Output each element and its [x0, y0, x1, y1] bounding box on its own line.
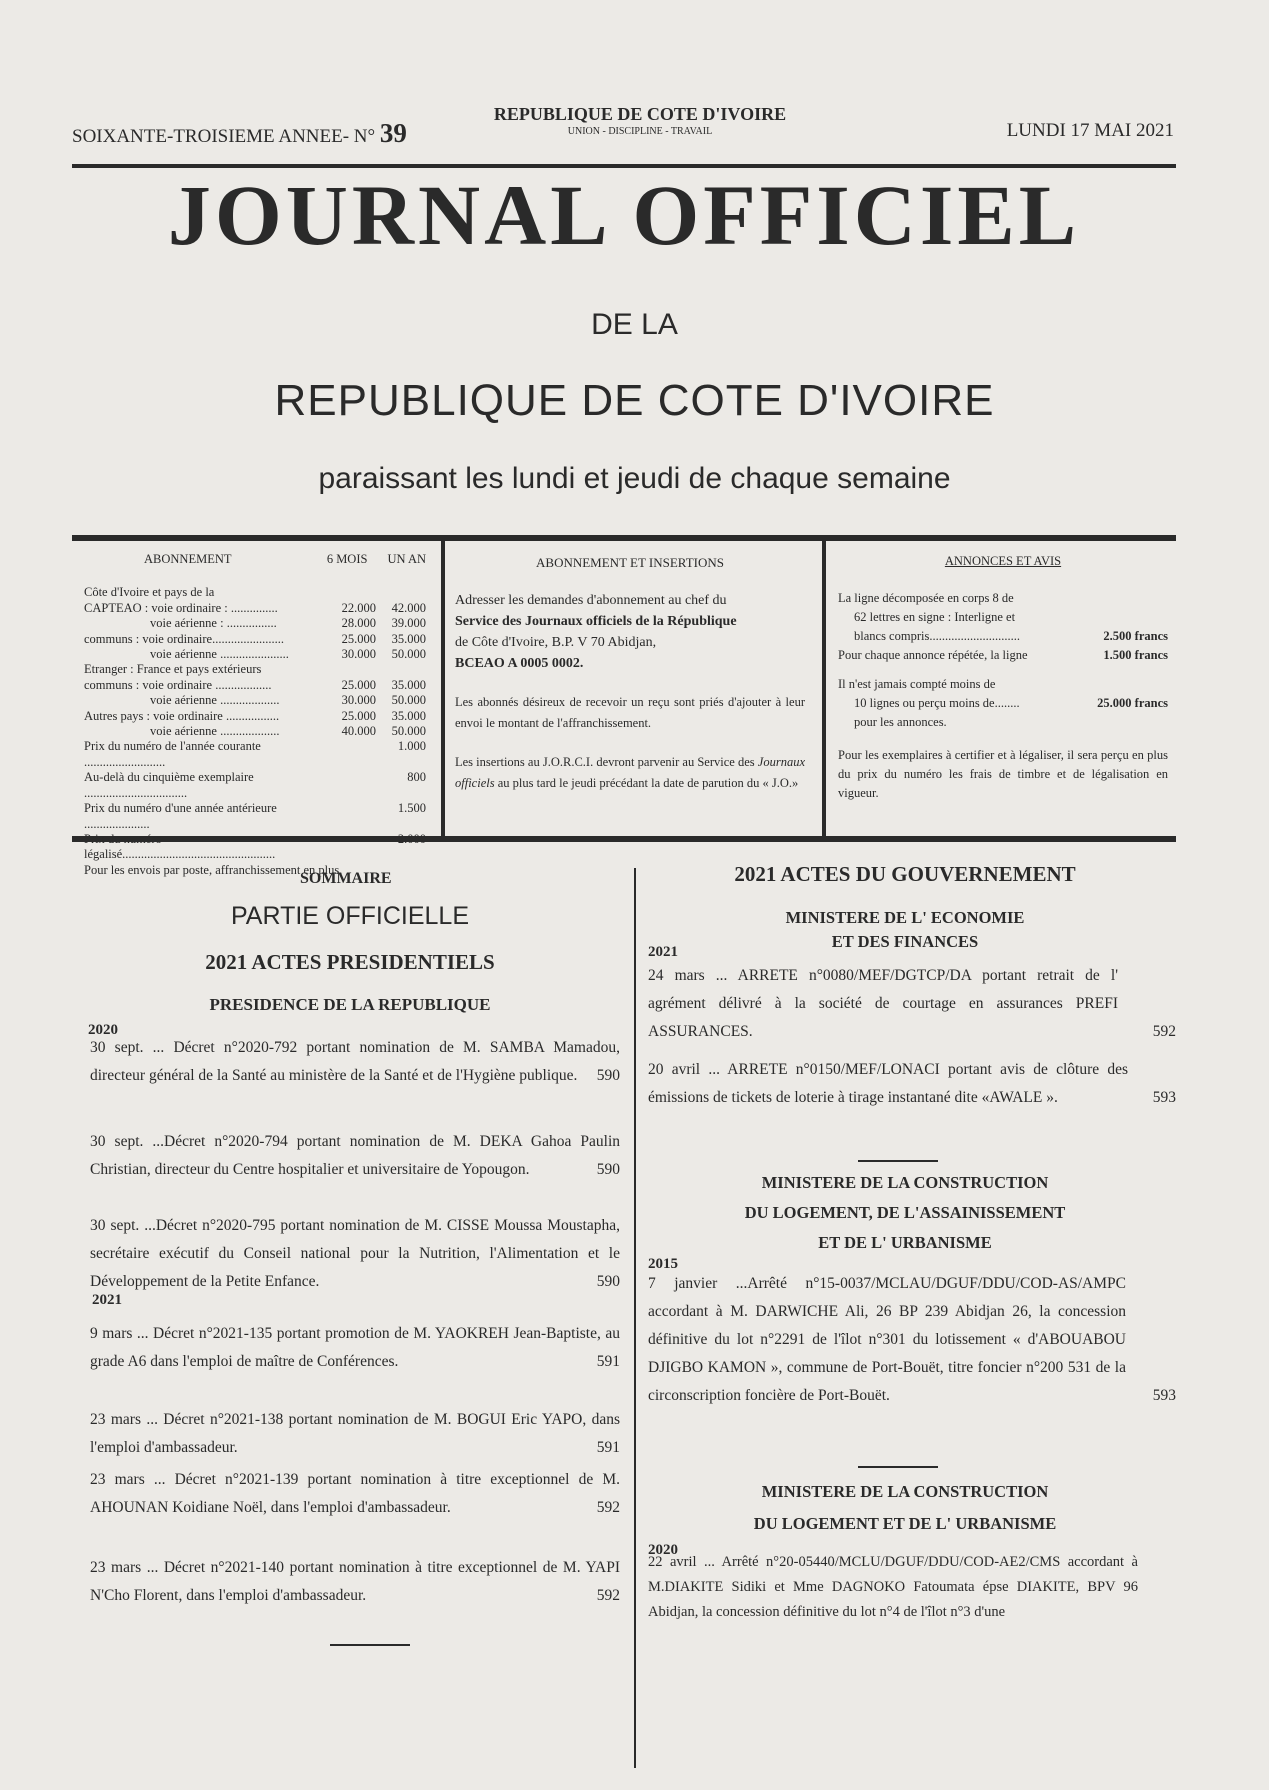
edition-number: 39 [379, 118, 407, 148]
annonces-line-3: blancs compris............................. [854, 629, 1020, 643]
annonces-line-1: La ligne décomposée en corps 8 de [838, 591, 1014, 605]
entry-page: 591 [596, 1353, 620, 1370]
abonnement-header [84, 552, 426, 567]
issue-date: LUNDI 17 MAI 2021 [1006, 120, 1174, 141]
insertions-deadline [455, 752, 805, 794]
abonnement-row [84, 601, 426, 616]
mid-rule-right-1 [858, 1160, 938, 1162]
gouv-entry-3[interactable] [648, 1270, 1176, 1410]
edition-prefix: SOIXANTE-TROISIEME ANNEE- N° [72, 126, 376, 147]
abonnement-row-1an: 1.500 [397, 801, 426, 816]
min-cons2-line-1: MINISTERE DE LA CONSTRUCTION [761, 1482, 1049, 1501]
entry-text: 30 sept. ...Décret n°2020-795 portant nomination de M. CISSE Moussa Moustapha, secrétaire exécutif du Conseil national pour la Nutrition, l'Alimentation et le Développement de la Petite Enfance. [90, 1217, 620, 1290]
abonnement-row-1an: 35.000 [391, 631, 426, 646]
entry-page: 591 [596, 1439, 620, 1456]
abonnement-row-1an: 1.000 [397, 739, 426, 754]
abonnement-heading: ABONNEMENT [144, 552, 232, 566]
ministere-economie-heading [655, 906, 1155, 954]
abonnement-row [84, 693, 426, 708]
abonnement-row-1an: 35.000 [391, 708, 426, 723]
abonnement-row-1an: 50.000 [391, 724, 426, 739]
year-2015-label: 2015 [648, 1256, 678, 1272]
annonces-line-5: Il n'est jamais compté moins de [838, 677, 996, 691]
entry-page: 590 [596, 1273, 620, 1290]
deadline-part-3: au plus tard le jeudi précédant la date de parution du « J.O.» [497, 776, 799, 790]
abonnement-row-1an: 50.000 [391, 647, 426, 662]
actes-presidentiels-heading: 2021 ACTES PRESIDENTIELS [205, 950, 495, 974]
abonnement-row-1an: 2.000 [397, 831, 426, 846]
address-line-3: de Côte d'Ivoire, B.P. V 70 Abidjan, [455, 635, 657, 650]
abonnement-row-1an: 35.000 [391, 677, 426, 692]
annonces-line-6: 10 lignes ou perçu moins de........ [854, 696, 1020, 710]
sommaire-entry-4[interactable] [90, 1320, 620, 1376]
entry-text: 24 mars ... ARRETE n°0080/MEF/DGTCP/DA portant retrait de l' agrément délivré à la société de courtage en assurances PREFI ASSURANCES. [648, 967, 1118, 1040]
abonnement-row [84, 709, 426, 724]
min-cons1-line-3: ET DE L' URBANISME [818, 1233, 992, 1252]
insertions-column [455, 552, 805, 812]
abonnement-row-label: Prix du numéro de l'année courante .......................... [84, 739, 261, 769]
annonces-minimum [838, 675, 1168, 732]
abonnement-row-1an: 800 [407, 770, 426, 785]
annonces-rate-3: 25.000 francs [1097, 696, 1168, 710]
annonces-rates [838, 589, 1168, 665]
entry-text: 22 avril ... Arrêté n°20-05440/MCLU/DGUF/DDU/COD-AE2/CMS accordant à M.DIAKITE Sidiki et Mme DAGNOKO Fatoumata épse DIAKITE, BPV 96 Abidjan, la concession définitive du lot n°4 de l'îlot n°3 d'une [648, 1554, 1138, 1620]
entry-text: 20 avril ... ARRETE n°0150/MEF/LONACI portant avis de clôture des émissions de tickets de loterie à tirage instantané dite «AWALE ». [648, 1061, 1128, 1106]
info-box-divider-2 [822, 541, 826, 836]
abonnement-row-6mois: 22.000 [341, 600, 376, 615]
entry-page: 592 [1152, 1023, 1176, 1040]
abonnement-row-label: voie aérienne ................... [150, 724, 280, 739]
deadline-part-1: Les insertions au J.O.R.C.I. devront parvenir au Service des [455, 755, 755, 769]
sommaire-entry-6[interactable] [90, 1466, 620, 1522]
abonnement-rows [84, 585, 426, 878]
country-name: REPUBLIQUE DE COTE D'IVOIRE [493, 104, 787, 124]
abonnement-row-6mois: 28.000 [341, 616, 376, 631]
annonces-line-7: pour les annonces. [854, 715, 947, 729]
sommaire-entry-3[interactable] [90, 1212, 620, 1296]
insertions-heading: ABONNEMENT ET INSERTIONS [536, 555, 724, 570]
edition-label [72, 118, 407, 149]
entry-text: 30 sept. ... Décret n°2020-792 portant nomination de M. SAMBA Mamadou, directeur général de la Santé au ministère de la Santé et de l'Hygiène publique. [90, 1039, 620, 1084]
abonnement-row [84, 647, 426, 662]
presidence-heading: PRESIDENCE DE LA REPUBLIQUE [209, 995, 491, 1014]
entry-text: 23 mars ... Décret n°2021-138 portant nomination de M. BOGUI Eric YAPO, dans l'emploi d'ambassadeur. [90, 1411, 620, 1456]
abonnement-row-label: Au-delà du cinquième exemplaire ................................. [84, 770, 254, 800]
address-line-4: BCEAO A 0005 0002. [455, 656, 584, 671]
actes-gouvernement-heading: 2021 ACTES DU GOUVERNEMENT [734, 862, 1076, 886]
abonnement-row-6mois [332, 739, 376, 770]
abonnement-row-label: Pour les envois par poste, affranchissement en plus. [84, 862, 343, 877]
sommaire-entry-5[interactable] [90, 1406, 620, 1462]
journal-title: JOURNAL OFFICIEL [167, 167, 1081, 263]
abonnement-row-label: communs : voie ordinaire....................... [84, 631, 284, 646]
entry-page: 590 [596, 1161, 620, 1178]
info-box-divider-1 [441, 541, 445, 836]
annonces-rate-2: 1.500 francs [1103, 648, 1168, 662]
abonnement-row-1an: 42.000 [391, 600, 426, 615]
abonnement-row-label: communs : voie ordinaire .................. [84, 677, 272, 692]
abonnement-row [84, 724, 426, 739]
min-cons2-line-2: DU LOGEMENT ET DE L' URBANISME [753, 1514, 1057, 1533]
annonces-line-2: 62 lettres en signe : Interligne et [854, 610, 1016, 624]
abonnement-row-label: CAPTEAO : voie ordinaire : ............... [84, 600, 278, 615]
abonnement-row-1an: 50.000 [391, 693, 426, 708]
entry-text: 23 mars ... Décret n°2021-140 portant nomination à titre exceptionnel de M. YAPI N'Cho Florent, dans l'emploi d'ambassadeur. [90, 1559, 620, 1604]
abonnement-row-6mois [332, 770, 376, 801]
entry-page: 590 [596, 1067, 620, 1084]
insertions-receipt-note: Les abonnés désireux de recevoir un reçu sont priés d'ajouter à leur envoi le montant de l'affranchissement. [455, 695, 805, 730]
title-de-la: DE LA [591, 308, 678, 341]
column-divider [634, 868, 636, 1768]
abonnement-row-1an: 39.000 [391, 616, 426, 631]
abonnement-table [84, 552, 426, 878]
sommaire-entry-1[interactable] [90, 1034, 620, 1090]
publication-frequency: paraissant les lundi et jeudi de chaque semaine [318, 462, 951, 495]
abonnement-row-6mois: 30.000 [341, 647, 376, 662]
abonnement-row-6mois: 40.000 [341, 724, 376, 739]
entry-page: 593 [1152, 1387, 1176, 1404]
abonnement-row [84, 832, 426, 863]
mid-rule-right-2 [858, 1466, 938, 1468]
gouv-entry-1[interactable] [648, 962, 1176, 1046]
abonnement-row [84, 632, 426, 647]
country-motto: UNION - DISCIPLINE - TRAVAIL [567, 126, 713, 137]
entry-text: 9 mars ... Décret n°2021-135 portant promotion de M. YAOKREH Jean-Baptiste, au grade A6 dans l'emploi de maître de Conférences. [90, 1325, 620, 1370]
sommaire-entry-2[interactable] [90, 1128, 620, 1184]
abonnement-row-6mois [332, 801, 376, 832]
annonces-heading: ANNONCES ET AVIS [944, 554, 1062, 568]
entry-text: 7 janvier ...Arrêté n°15-0037/MCLAU/DGUF/DDU/COD-AS/AMPC accordant à M. DARWICHE Ali, 26 BP 239 Abidjan 26, la concession définitive du lot n°2291 de l'îlot n°301 du lotissement « d'ABOUABOU DJIGBO KAMON », commune de Port-Bouët, titre foncier n°200 531 de la circonscription foncière de Port-Bouët. [648, 1275, 1126, 1404]
year-2021-right-label: 2021 [648, 944, 678, 960]
abonnement-row-label: voie aérienne : ................ [150, 616, 277, 631]
info-box-top-rule [72, 535, 1176, 541]
abonnement-row-6mois: 30.000 [341, 693, 376, 708]
abonnement-row-6mois: 25.000 [341, 631, 376, 646]
min-cons1-line-1: MINISTERE DE LA CONSTRUCTION [761, 1173, 1049, 1192]
abonnement-row-label: voie aérienne ...................... [150, 647, 289, 662]
abonnement-row [84, 585, 426, 600]
year-2020-label: 2020 [88, 1022, 118, 1038]
entry-page: 593 [1152, 1089, 1176, 1106]
abonnement-row-6mois: 25.000 [341, 708, 376, 723]
entry-text: 23 mars ... Décret n°2021-139 portant nomination à titre exceptionnel de M. AHOUNAN Koidiane Noël, dans l'emploi d'ambassadeur. [90, 1471, 620, 1516]
title-republic: REPUBLIQUE DE COTE D'IVOIRE [274, 376, 995, 425]
year-2021-label: 2021 [92, 1292, 122, 1308]
entry-page: 592 [596, 1499, 620, 1516]
min-eco-line-2: ET DES FINANCES [831, 932, 979, 951]
abonnement-row [84, 616, 426, 631]
ministere-construction-1-heading [655, 1168, 1155, 1258]
address-line-2: Service des Journaux officiels de la République [455, 614, 737, 629]
abonnement-row [84, 770, 426, 801]
address-line-1: Adresser les demandes d'abonnement au chef du [455, 593, 727, 608]
sommaire-entry-7[interactable] [90, 1554, 620, 1610]
abonnement-row-label: Côte d'Ivoire et pays de la [84, 585, 215, 600]
country-block [440, 104, 840, 137]
abonnement-row-6mois [332, 832, 376, 863]
insertions-address [455, 590, 805, 674]
entry-page: 592 [596, 1587, 620, 1604]
min-eco-line-1: MINISTERE DE L' ECONOMIE [785, 908, 1025, 927]
col-6-mois: 6 MOIS [326, 552, 368, 566]
abonnement-row [84, 678, 426, 693]
gouv-entry-2[interactable] [648, 1056, 1176, 1112]
annonces-rate-1: 2.500 francs [1103, 629, 1168, 643]
abonnement-row-label: Prix du numéro d'une année antérieure ..................... [84, 801, 277, 831]
entry-text: 30 sept. ...Décret n°2020-794 portant nomination de M. DEKA Gahoa Paulin Christian, directeur du Centre hospitalier et universitaire de Yopougon. [90, 1133, 620, 1178]
abonnement-row-6mois: 25.000 [341, 677, 376, 692]
annonces-legalisation-note: Pour les exemplaires à certifier et à légaliser, il sera perçu en plus du prix du numéro les frais de timbre et de légalisation en vigueur. [838, 748, 1168, 800]
abonnement-row-label: voie aérienne ................... [150, 693, 280, 708]
sommaire-heading: SOMMAIRE [300, 870, 392, 887]
abonnement-row [84, 801, 426, 832]
partie-officielle: PARTIE OFFICIELLE [230, 902, 470, 930]
annonces-column [838, 552, 1168, 813]
abonnement-row-label: Prix du numéro légalisé................................................. [84, 831, 276, 862]
abonnement-row [84, 662, 426, 677]
ministere-construction-2-heading [655, 1476, 1155, 1540]
year-2020-right-label: 2020 [648, 1542, 678, 1558]
deadline-part-2: Journaux officiels [455, 755, 805, 790]
abonnement-row-label: Autres pays : voie ordinaire ................. [84, 708, 280, 723]
abonnement-row [84, 739, 426, 770]
gouv-entry-4[interactable] [648, 1550, 1138, 1625]
end-rule-left [330, 1644, 410, 1646]
annonces-line-4: Pour chaque annonce répétée, la ligne [838, 648, 1028, 662]
abonnement-row-label: Etranger : France et pays extérieurs [84, 662, 262, 677]
col-un-an: UN AN [387, 552, 426, 566]
min-cons1-line-2: DU LOGEMENT, DE L'ASSAINISSEMENT [744, 1203, 1066, 1222]
